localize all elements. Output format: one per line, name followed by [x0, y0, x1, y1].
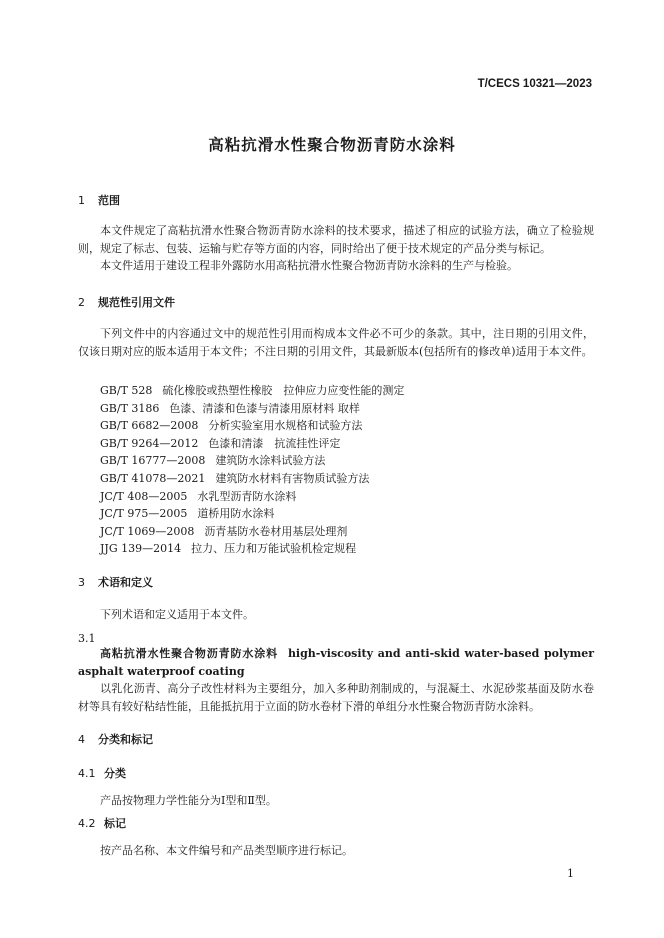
section-number: 2 [78, 296, 85, 309]
term-definition: 以乳化沥青、高分子改性材料为主要组分，加入多种助剂制成的，与混凝土、水泥砂浆基面及防水卷材等具有较好粘结性能，且能抵抗用于立面的防水卷材下滑的单组分水性聚合物沥青防水涂料。 [78, 682, 594, 713]
standard-code: T/CECS 10321—2023 [477, 78, 592, 90]
reference-code: JC/T 1069—2008 [100, 524, 195, 538]
scope-paragraph-2: 本文件适用于建设工程非外露防水用高粘抗滑水性聚合物沥青防水涂料的生产与检验。 [100, 259, 518, 272]
reference-item [100, 382, 404, 400]
term-heading [78, 645, 594, 680]
reference-code: GB/T 6682—2008 [100, 419, 199, 433]
reference-code: GB/T 9264—2012 [100, 436, 199, 450]
subsection-4-1-heading [78, 765, 126, 781]
reference-code: JC/T 975—2005 [100, 507, 188, 521]
document-title: 高粘抗滑水性聚合物沥青防水涂料 [208, 136, 456, 154]
reference-item [100, 523, 404, 541]
terms-intro: 下列术语和定义适用于本文件。 [100, 608, 254, 621]
term-chinese: 高粘抗滑水性聚合物沥青防水涂料 [100, 647, 278, 660]
reference-item [100, 540, 404, 558]
reference-code: JJG 139—2014 [100, 542, 182, 556]
page-number: 1 [567, 867, 574, 880]
section-2-heading [78, 294, 175, 310]
reference-title: 硫化橡胶或热塑性橡胶 拉伸应力应变性能的测定 [162, 384, 405, 397]
section-number: 1 [78, 194, 85, 207]
section-title: 分类和标记 [98, 733, 153, 746]
reference-title: 分析实验室用水规格和试验方法 [208, 419, 363, 433]
reference-title: 建筑防水涂料试验方法 [215, 454, 326, 468]
subsection-number: 4.1 [78, 767, 96, 780]
section-4-heading [78, 731, 153, 747]
reference-code: GB/T 16777—2008 [100, 454, 206, 468]
reference-item [100, 488, 404, 506]
section-title: 范围 [98, 194, 120, 207]
reference-list [100, 382, 404, 558]
subsection-number: 4.2 [78, 817, 96, 830]
reference-item [100, 417, 404, 435]
reference-item [100, 505, 404, 523]
subsection-title: 分类 [104, 767, 126, 780]
term-english: high-viscosity and anti-skid water-based polymer asphalt waterproof coating [78, 647, 594, 678]
section-number: 4 [78, 733, 85, 746]
section-3-heading [78, 574, 153, 590]
reference-title: 色漆和清漆 抗流挂性评定 [208, 436, 341, 450]
subsection-title: 标记 [104, 817, 126, 830]
references-intro: 下列文件中的内容通过文中的规范性引用而构成本文件必不可少的条款。其中，注日期的引用文件，仅该日期对应的版本适用于本文件；不注日期的引用文件，其最新版本(包括所有的修改单)适用于本文件。 [78, 327, 594, 358]
classification-text: 产品按物理力学性能分为Ⅰ型和Ⅱ型。 [100, 794, 277, 807]
reference-title: 沥青基防水卷材用基层处理剂 [204, 524, 348, 538]
reference-title: 色漆、清漆和色漆与清漆用原材料 取样 [169, 401, 360, 415]
reference-title: 水乳型沥青防水涂料 [197, 489, 297, 503]
section-number: 3 [78, 576, 85, 589]
reference-item [100, 452, 404, 470]
section-1-heading [78, 192, 120, 208]
section-title: 术语和定义 [98, 576, 153, 589]
reference-title: 拉力、压力和万能试验机检定规程 [191, 542, 357, 556]
reference-item [100, 470, 404, 488]
reference-code: GB/T 528 [100, 384, 153, 397]
reference-code: JC/T 408—2005 [100, 489, 188, 503]
reference-code: GB/T 41078—2021 [100, 471, 206, 485]
reference-item [100, 400, 404, 418]
scope-paragraph-1: 本文件规定了高粘抗滑水性聚合物沥青防水涂料的技术要求，描述了相应的试验方法，确立了检验规则，规定了标志、包装、运输与贮存等方面的内容，同时给出了便于技术规定的产品分类与标记。 [78, 224, 594, 255]
reference-title: 道桥用防水涂料 [197, 507, 275, 521]
term-number: 3.1 [78, 632, 96, 645]
reference-item [100, 435, 404, 453]
subsection-4-2-heading [78, 815, 126, 831]
section-title: 规范性引用文件 [98, 296, 175, 309]
reference-title: 建筑防水材料有害物质试验方法 [215, 471, 370, 485]
marking-text: 按产品名称、本文件编号和产品类型顺序进行标记。 [100, 844, 353, 857]
reference-code: GB/T 3186 [100, 401, 160, 415]
